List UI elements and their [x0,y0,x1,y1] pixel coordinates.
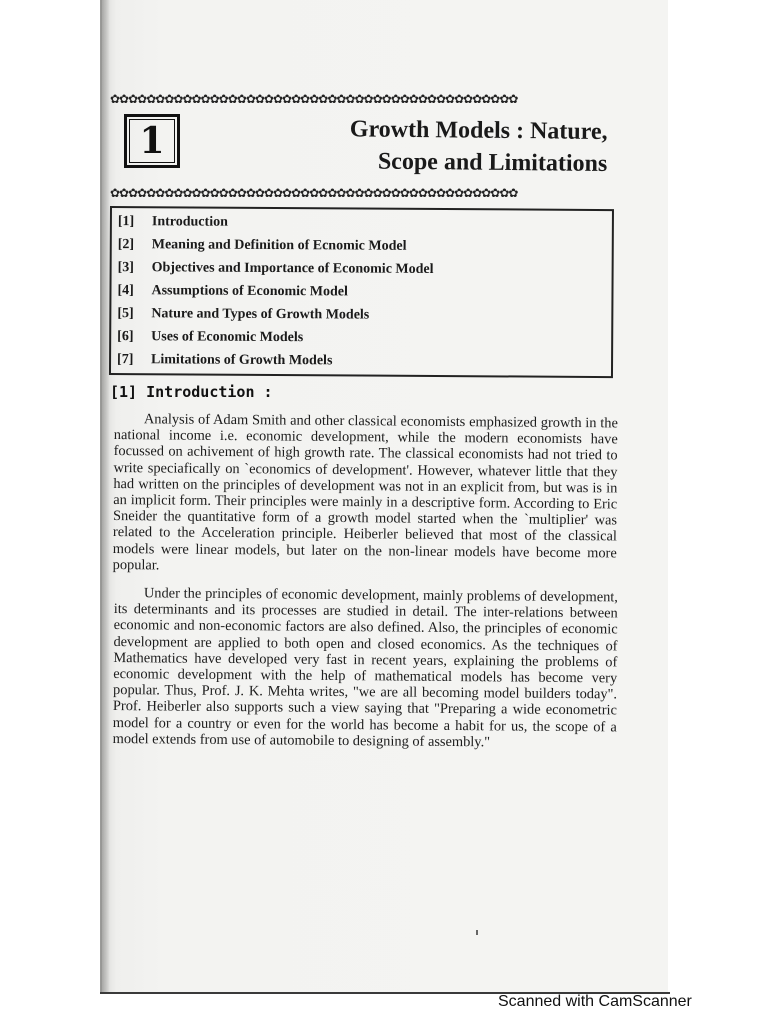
toc-item-number: [4] [117,283,134,299]
section-heading-introduction: [1] Introduction : [110,383,273,401]
toc-item-number: [1] [117,214,135,230]
table-of-contents [109,206,614,378]
toc-item-number: [5] [117,306,134,322]
toc-item [117,325,607,351]
toc-item [117,302,607,328]
paragraph: Under the principles of economic development, mainly problems of development, its determinants and its processes are studied in detail. The inter-relations between economic and non-economic factors are also defined. Also, the principles of economic development are applied to both open and closed economics. As the techniques of Mathematics have developed very fast in recent years, explaining the problems of economic development with the help of mathematical models has become very popular. Thus, Prof. J. K. Mehta writes, "we are all becoming model builders today". Prof. Heiberler also supports such a view saying that "Preparing a wide econometric model for a country or even for the world has become a habit for us, the scope of a model extends from use of automobile to designing of assembly." [112,585,618,751]
ornament-border-top: ✿✿✿✿✿✿✿✿✿✿✿✿✿✿✿✿✿✿✿✿✿✿✿✿✿✿✿✿✿✿✿✿✿✿✿✿✿✿✿✿✿✿✿✿✿ [110,92,518,106]
paragraph: Analysis of Adam Smith and other classical economists emphasized growth in the national income i.e. economic development, while the modern economists have focussed on achivement of high growth rate. The classical economists had not tried to write speciafically on `economics of development'. However, whatever little that they had written on the principles of development was not in an explicit from, but was is in an implicit form. Their principles were mainly in a descriptive form. According to Eric Sneider the quantitative form of a growth model started when the `multiplier' was related to the Acceleration principle. Heiberler believed that most of the classical models were linear models, but later on the non-linear models have become more popular. [112,411,618,574]
chapter-number-box [124,114,180,168]
toc-item-label: Assumptions of Economic Model [151,283,348,300]
toc-item-number: [2] [117,237,135,253]
toc-item [118,210,608,236]
toc-item [118,256,608,282]
toc-item [117,348,607,374]
toc-item [117,279,607,305]
scanner-watermark: Scanned with CamScanner [498,993,692,1010]
toc-item-number: [6] [117,329,134,345]
chapter-title-line1: Growth Models : Nature, [349,116,608,145]
toc-item-label: Meaning and Definition of Ecnomic Model [151,237,407,254]
chapter-title-line2: Scope and Limitations [377,148,608,177]
toc-item-label: Uses of Economic Models [151,329,304,346]
ornament-border-bottom: ✿✿✿✿✿✿✿✿✿✿✿✿✿✿✿✿✿✿✿✿✿✿✿✿✿✿✿✿✿✿✿✿✿✿✿✿✿✿✿✿✿✿✿✿✿ [110,186,518,200]
chapter-number: 1 [129,119,175,163]
toc-item-label: Nature and Types of Growth Models [151,306,370,323]
toc-item-label: Limitations of Growth Models [151,352,333,369]
chapter-title [350,113,608,180]
page-content [110,92,618,751]
toc-item-number: [3] [117,260,134,276]
toc-item-label: Objectives and Importance of Economic Model [151,260,434,277]
toc-item-label: Introduction [151,214,228,230]
toc-item-number: [7] [117,352,134,368]
scan-speck [476,930,478,935]
toc-item [118,233,608,259]
chapter-header [110,108,618,186]
